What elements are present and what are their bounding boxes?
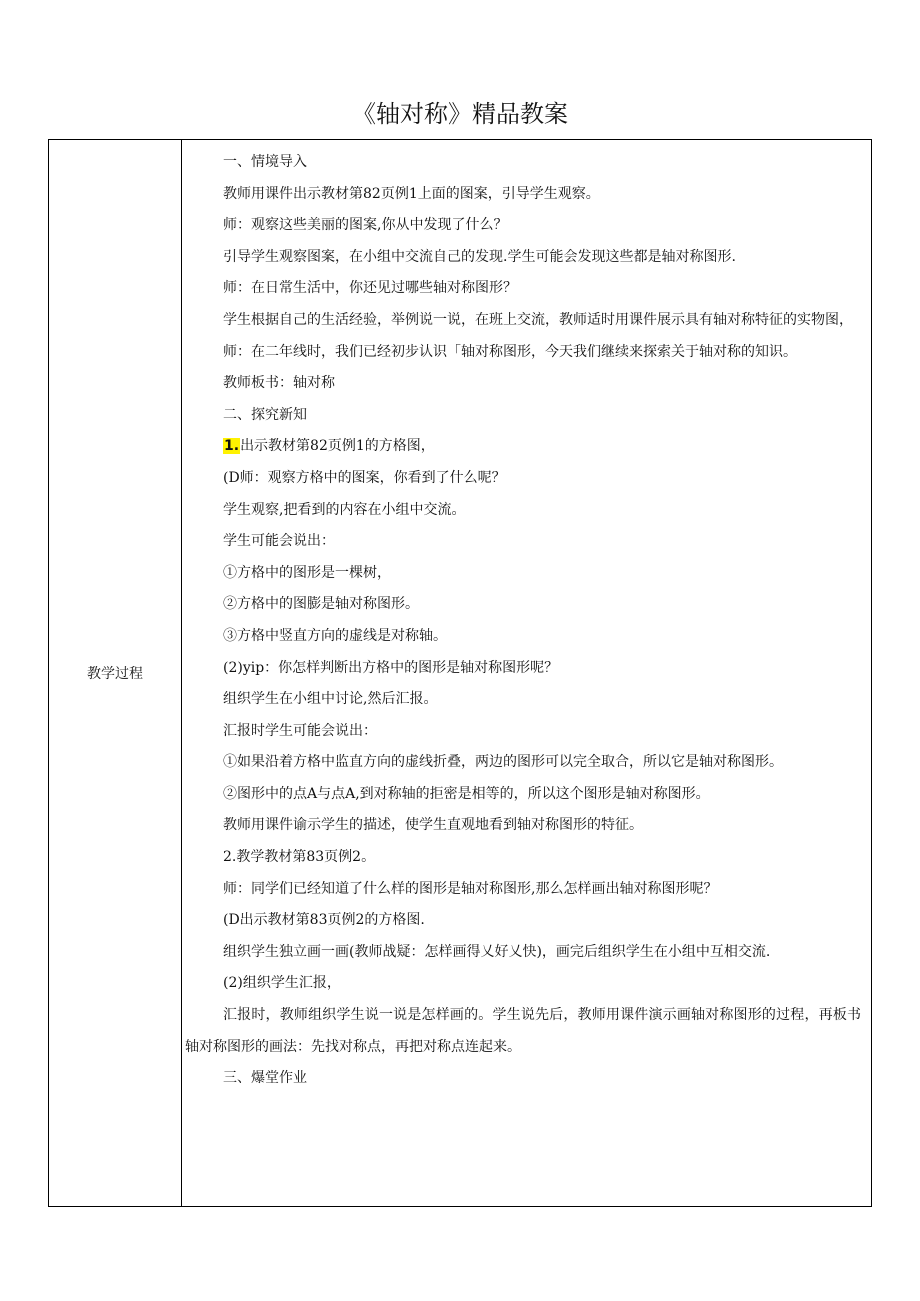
text-line: 师：在二年线时，我们已经初步认识「轴对称图形，今天我们继续来探索关于轴对称的知识。 xyxy=(223,343,797,360)
text-line: ①方格中的图形是一棵树， xyxy=(223,564,391,581)
text-line: ②方格中的图膨是轴对称图形。 xyxy=(223,596,419,613)
text-line: 师：同学们已经知道了什么样的图形是轴对称图形,那么怎样画出轴对称图形呢？ xyxy=(223,880,718,897)
row-label-cell xyxy=(49,140,181,1206)
text-line: 组织学生在小组中讨论,然后汇报。 xyxy=(223,691,438,708)
text-line: 教师用课件谕示学生的描述，使学生直观地看到轴对称图形的特征。 xyxy=(223,817,643,834)
text-line: 学生观察,把看到的内容在小组中交流。 xyxy=(223,501,466,518)
text-line: 学生根据自己的生活经验，举例说一说，在班上交流，教师适时用课件展示具有轴对称特征的实物图， xyxy=(223,311,853,328)
row-label: 教学过程 xyxy=(87,666,143,682)
text-line: ③方格中竖直方向的虚线是对称轴。 xyxy=(223,627,447,644)
text-line: (D师：观察方格中的图案，你看到了什么呢？ xyxy=(223,469,506,486)
text-line: 组织学生独立画一画(教师战疑：怎样画得乂好乂快)，画完后组织学生在小组中互相交流. xyxy=(223,943,771,960)
text-line: ①如果沿着方格中监直方向的虚线折叠，两边的图形可以完全取合，所以它是轴对称图形。 xyxy=(223,754,783,771)
text-line: 教师用课件出示教材第82页例1上面的图案，引导学生观察。 xyxy=(223,185,600,202)
text-line: 汇报时学生可能会说出： xyxy=(223,722,377,739)
text-line: 师：观察这些美丽的图案,你从中发现了什么？ xyxy=(223,217,508,234)
content-cell xyxy=(185,140,865,1095)
lesson-plan-table xyxy=(48,139,872,1207)
text-line: 引导学生观察图案，在小组中交流自己的发现.学生可能会发现这些都是轴对称图形. xyxy=(223,248,736,265)
text-line: 三、爆堂作业 xyxy=(223,1070,307,1087)
text-line: 2.教学教材第83页例2。 xyxy=(223,849,376,866)
text-line: 学生可能会说出： xyxy=(223,533,335,550)
text-line: ②图形中的点A与点A,到对称轴的拒密是相等的，所以这个图形是轴对称图形。 xyxy=(223,785,710,802)
text-line: 汇报时，教师组织学生说一说是怎样画的。学生说先后，教师用课件演示画轴对称图形的过程，再板书轴对称图形的画法：先找对称点，再把对称点连起来。 xyxy=(185,1007,861,1055)
text-line: (D出示教材第83页例2的方格图. xyxy=(223,912,425,929)
text-line: 出示教材第82页例1的方格图， xyxy=(240,438,435,455)
column-divider xyxy=(181,140,182,1206)
text-line-highlighted xyxy=(185,431,865,463)
text-line: 教师板书：轴对称 xyxy=(223,375,335,392)
text-line: 一、情境导入 xyxy=(223,154,307,170)
text-line: 二、探究新知 xyxy=(223,406,307,423)
text-line: (2)组织学生汇报， xyxy=(223,975,341,992)
highlight-marker: 1. xyxy=(224,438,240,455)
text-line: (2)yip：你怎样判断出方格中的图形是轴对称图形呢？ xyxy=(223,659,559,676)
text-line: 师：在日常生活中，你还见过哪些轴对称图形？ xyxy=(223,280,517,297)
document-title: 《轴对称》精品教案 xyxy=(352,100,568,128)
